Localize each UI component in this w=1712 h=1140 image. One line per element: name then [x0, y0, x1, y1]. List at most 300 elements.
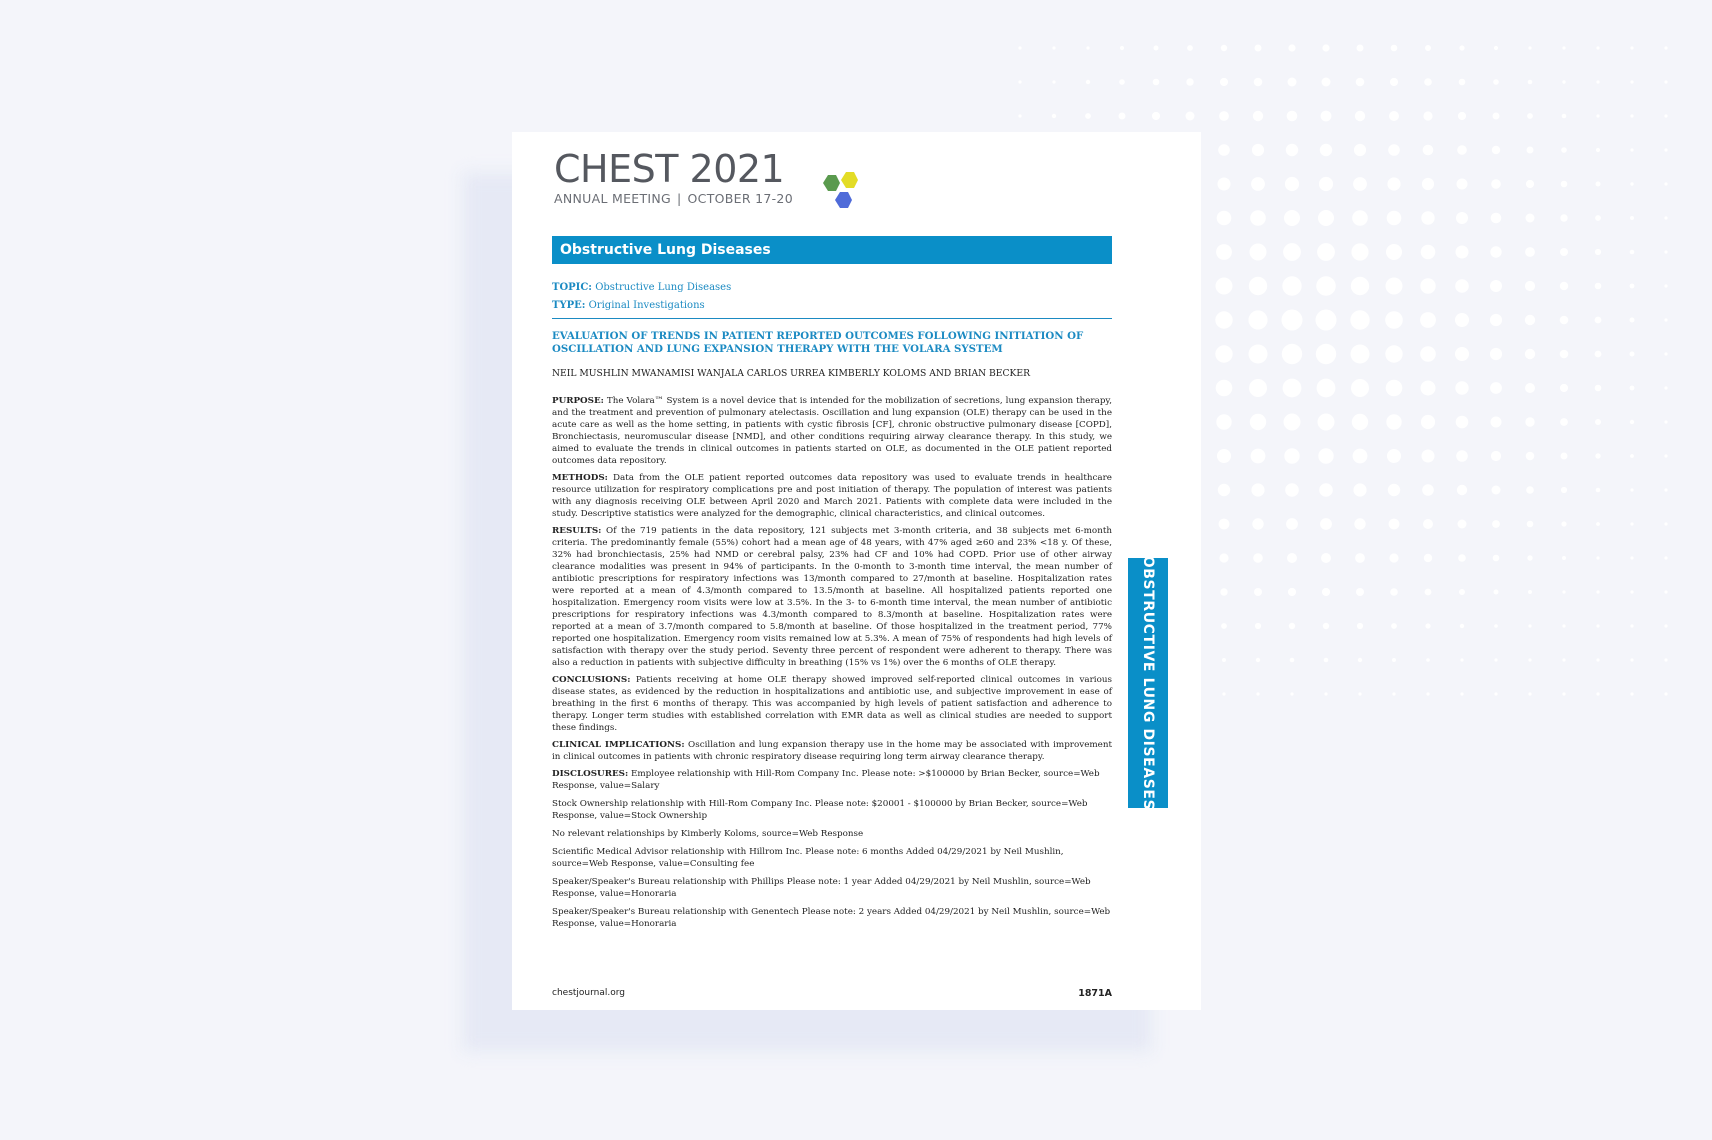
- clinical-implications-paragraph: [552, 739, 1112, 763]
- background-dot: [1321, 553, 1331, 563]
- background-dot: [1494, 658, 1497, 661]
- background-dot: [1596, 488, 1601, 493]
- section-label: CLINICAL IMPLICATIONS:: [552, 740, 685, 750]
- background-dot: [1287, 553, 1297, 563]
- background-dot: [1322, 588, 1330, 596]
- logo-subtitle-dates: OCTOBER 17-20: [687, 191, 793, 206]
- type-label: TYPE:: [552, 300, 586, 311]
- background-dot: [1421, 415, 1435, 429]
- background-dot: [1664, 556, 1667, 559]
- background-dot: [1222, 692, 1225, 695]
- background-dot: [1421, 381, 1436, 396]
- background-dot: [1286, 518, 1298, 530]
- logo-subtitle-meeting: ANNUAL MEETING: [554, 191, 672, 206]
- background-dot: [1255, 45, 1262, 52]
- background-dot: [1219, 553, 1228, 562]
- background-dot: [1321, 111, 1332, 122]
- logo-hexagon-yellow: [841, 172, 858, 188]
- background-dot: [1455, 347, 1469, 361]
- background-dot: [1630, 692, 1633, 695]
- background-dot: [1352, 414, 1368, 430]
- background-dot: [1425, 45, 1431, 51]
- background-dot: [1420, 346, 1436, 362]
- background-dot: [1560, 316, 1569, 325]
- section-text: The Volara™ System is a novel device that is intended for the mobilization of secretions, lung expansion therapy, and the treatment and prevention of pulmonary atelectasis. Oscillation and lung expansion (OLE) therapy can be used in the acute care as well as the home setting, in patients with cystic fibrosis [CF], chronic obstructive pulmonary disease [COPD], Bronchiectasis, neuromuscular disease [NMD], and other conditions requiring airway clearance therapy. In this study, we aimed to evaluate the trends in clinical outcomes in patients started on OLE, as documented in the OLE patient reported outcomes data repository.: [552, 396, 1112, 466]
- background-dot: [1287, 111, 1298, 122]
- background-dot: [1491, 451, 1501, 461]
- background-dot: [1251, 483, 1264, 496]
- background-dot: [1595, 351, 1602, 358]
- section-text: Data from the OLE patient reported outcomes data repository was used to evaluate trends in healthcare resource utilization for respiratory complications pre and post initiation of therapy. The population of interest was patients with any diagnosis receiving OLE between April 2020 and March 2021. Patients with complete data were included in the study. Descriptive statistics were analyzed for the demographic, clinical characteristics, and clinical outcomes.: [552, 473, 1112, 519]
- background-dot: [1459, 589, 1465, 595]
- background-dot: [1528, 590, 1532, 594]
- background-dot: [1285, 177, 1299, 191]
- background-dot: [1256, 658, 1260, 662]
- background-dot: [1525, 417, 1534, 426]
- background-dot: [1254, 78, 1263, 87]
- logo-title: CHEST 2021: [554, 147, 785, 191]
- background-dot: [1218, 484, 1230, 496]
- section-text: Of the 719 patients in the data repository, 121 subjects met 3-month criteria, and 38 subjects met 6-month criteria. The predominantly female (55%) cohort had a mean age of 48 years, with 47% aged ≥60 and 23% <18 y. Of these, 32% had bronchiectasis, 25% had NMD or cerebral palsy, 23% had CF and 10% had COPD. Prior use of other airway clearance modalities was present in 94% of participants. In the 0-month to 3-month time interval, the mean number of antibiotic prescriptions for respiratory infections was 13/month compared to 27/month at baseline. Hospitalization rates were reported at a mean of 4.3/month compared to 13.5/month at baseline. All hospitalized patients reported one hospitalization. Emergency room visits were low at 3.5%. In the 3- to 6-month time interval, the mean number of antibiotic prescriptions for respiratory infections was 4.3/month compared to 8.3/month at baseline. Hospitalization rates were reported at a mean of 3.7/month compared to 5.8/month at baseline. Of those hospitalized in the treatment period, 77% reported one hospitalization. Emergency room visits remained low at 5.3%. A mean of 75% of respondents had high levels of satisfaction with therapy over the study period. Seventy three percent of respondent were adherent to therapy. There was also a reduction in patients with subjective difficulty in breathing (15% vs 1%) over the 6 months of OLE therapy.: [552, 526, 1112, 668]
- section-label: CONCLUSIONS:: [552, 675, 631, 685]
- background-dot: [1456, 416, 1469, 429]
- background-dot: [1387, 449, 1401, 463]
- background-dot: [1285, 483, 1299, 497]
- background-dot: [1319, 483, 1333, 497]
- background-dot: [1215, 345, 1232, 362]
- background-dot: [1493, 113, 1500, 120]
- background-dot: [1562, 658, 1565, 661]
- disclosure-item: No relevant relationships by Kimberly Koloms, source=Web Response: [552, 829, 864, 839]
- background-dot: [1249, 345, 1268, 364]
- background-dot: [1595, 453, 1600, 458]
- background-dot: [1455, 279, 1469, 293]
- background-dot: [1562, 556, 1566, 560]
- background-dot: [1324, 692, 1327, 695]
- background-dot: [1288, 44, 1295, 51]
- background-dot: [1456, 212, 1468, 224]
- background-dot: [1253, 111, 1263, 121]
- logo-hexagons-icon: [820, 172, 870, 222]
- background-dot: [1317, 379, 1336, 398]
- background-dot: [1493, 555, 1500, 562]
- background-dot: [1252, 144, 1264, 156]
- background-dot: [1560, 248, 1568, 256]
- background-dot: [1018, 80, 1021, 83]
- footer-page-number: 1871A: [1078, 988, 1112, 999]
- background-dot: [1284, 448, 1299, 463]
- background-dot: [1289, 623, 1295, 629]
- background-dot: [1527, 147, 1534, 154]
- background-dot: [1457, 485, 1467, 495]
- background-dot: [1630, 216, 1634, 220]
- background-dot: [1354, 144, 1366, 156]
- background-dot: [1630, 46, 1633, 49]
- background-dot: [1664, 352, 1667, 355]
- section-text: Patients receiving at home OLE therapy showed improved self-reported clinical outcomes in various disease states, as evidenced by the reduction in hospitalizations and antibiotic use, and subjective improvement in ease of breathing in the first 6 months of therapy. This was accompanied by high levels of patient satisfaction and adherence to therapy. Longer term studies with established correlation with EMR data as well as clinical studies are needed to support these findings.: [552, 675, 1112, 733]
- background-dot: [1323, 623, 1329, 629]
- background-dot: [1526, 214, 1535, 223]
- background-dot: [1455, 313, 1469, 327]
- background-dot: [1562, 46, 1565, 49]
- background-dot: [1255, 623, 1261, 629]
- background-dot: [1664, 454, 1667, 457]
- background-dot: [1630, 318, 1635, 323]
- background-dot: [1460, 624, 1464, 628]
- background-dot: [1525, 349, 1535, 359]
- background-dot: [1456, 246, 1469, 259]
- section-text: Employee relationship with Hill-Rom Company Inc. Please note: >$100000 by Brian Becker, source=Web Response, value=Salary: [552, 769, 1100, 791]
- background-dot: [1525, 315, 1535, 325]
- background-dot: [1491, 179, 1501, 189]
- background-dot: [1322, 44, 1329, 51]
- background-dot: [1526, 486, 1534, 494]
- background-dot: [1219, 519, 1230, 530]
- background-dot: [1490, 382, 1502, 394]
- background-dot: [1460, 692, 1463, 695]
- background-dot: [1664, 80, 1667, 83]
- background-dot: [1052, 80, 1055, 83]
- background-dot: [1317, 243, 1335, 261]
- background-dot: [1630, 590, 1633, 593]
- side-section-tab: [1128, 555, 1168, 811]
- section-banner: Obstructive Lung Diseases: [552, 236, 1112, 264]
- background-dot: [1664, 250, 1667, 253]
- background-dot: [1492, 486, 1501, 495]
- document-page: [512, 132, 1201, 1010]
- background-dot: [1526, 452, 1535, 461]
- background-dot: [1664, 420, 1667, 423]
- background-dot: [1316, 344, 1336, 364]
- background-dot: [1596, 46, 1599, 49]
- disclosure-item: Stock Ownership relationship with Hill-Rom Company Inc. Please note: $20001 - $100000 by Brian Becker, source=Web Response, value=Stock Ownership: [552, 799, 1088, 821]
- background-dot: [1562, 80, 1565, 83]
- section-text: Oscillation and lung expansion therapy use in the home may be associated with improvement in clinical outcomes in patients with chronic respiratory disease requiring long term airway clearance therapy.: [552, 740, 1113, 762]
- background-dot: [1392, 658, 1396, 662]
- background-dot: [1596, 80, 1599, 83]
- background-dot: [1527, 521, 1534, 528]
- background-dot: [1357, 623, 1363, 629]
- background-dot: [1216, 414, 1231, 429]
- background-dot: [1664, 386, 1667, 389]
- background-dot: [1387, 177, 1400, 190]
- background-dot: [1422, 484, 1434, 496]
- background-dot: [1154, 46, 1159, 51]
- background-dot: [1630, 386, 1635, 391]
- background-dot: [1423, 519, 1433, 529]
- background-dot: [1353, 483, 1366, 496]
- background-dot: [1560, 384, 1568, 392]
- background-dot: [1316, 276, 1336, 296]
- background-dot: [1290, 658, 1295, 663]
- background-dot: [1217, 211, 1232, 226]
- background-dot: [1457, 179, 1468, 190]
- background-dot: [1220, 78, 1228, 86]
- background-dot: [1459, 79, 1466, 86]
- background-dot: [1052, 114, 1056, 118]
- background-dot: [1562, 624, 1565, 627]
- background-dot: [1494, 590, 1499, 595]
- background-dot: [1492, 520, 1500, 528]
- background-dot: [1562, 114, 1567, 119]
- background-dot: [1388, 484, 1400, 496]
- background-dot: [1215, 311, 1232, 328]
- background-dot: [1664, 182, 1667, 185]
- background-dot: [1630, 420, 1634, 424]
- methods-paragraph: [552, 472, 1112, 520]
- background-dot: [1561, 487, 1567, 493]
- background-dot: [1222, 658, 1226, 662]
- background-dot: [1086, 80, 1090, 84]
- background-dot: [1595, 385, 1602, 392]
- background-dot: [1251, 177, 1265, 191]
- background-dot: [1491, 213, 1502, 224]
- background-dot: [1595, 419, 1601, 425]
- background-dot: [1595, 283, 1602, 290]
- background-dot: [1595, 215, 1601, 221]
- background-dot: [1353, 177, 1367, 191]
- background-dot: [1358, 692, 1361, 695]
- background-dot: [1528, 80, 1533, 85]
- background-dot: [1630, 556, 1633, 559]
- section-label: DISCLOSURES:: [552, 769, 629, 779]
- background-dot: [1596, 692, 1599, 695]
- background-dot: [1527, 113, 1533, 119]
- background-dot: [1250, 210, 1266, 226]
- background-dot: [1527, 555, 1532, 560]
- background-dot: [1052, 46, 1055, 49]
- background-dot: [1526, 180, 1534, 188]
- background-dot: [1388, 144, 1400, 156]
- background-dot: [1425, 623, 1430, 628]
- background-dot: [1387, 211, 1402, 226]
- background-dot: [1249, 379, 1267, 397]
- background-dot: [1119, 79, 1125, 85]
- background-dot: [1492, 146, 1500, 154]
- background-dot: [1457, 145, 1467, 155]
- background-dot: [1525, 281, 1535, 291]
- background-dot: [1664, 114, 1667, 117]
- background-dot: [1290, 692, 1293, 695]
- background-dot: [1186, 112, 1195, 121]
- background-dot: [1460, 658, 1463, 661]
- background-dot: [1218, 144, 1230, 156]
- background-dot: [1251, 449, 1266, 464]
- background-dot: [1664, 624, 1667, 627]
- background-dot: [1561, 147, 1567, 153]
- background-dot: [1493, 79, 1499, 85]
- background-dot: [1320, 144, 1332, 156]
- background-dot: [1561, 453, 1568, 460]
- background-dot: [1351, 243, 1368, 260]
- background-dot: [1152, 112, 1160, 120]
- background-dot: [1420, 312, 1436, 328]
- background-dot: [1560, 418, 1568, 426]
- background-dot: [1120, 46, 1124, 50]
- meta-divider: [552, 318, 1112, 319]
- background-dot: [1316, 310, 1337, 331]
- background-dot: [1324, 658, 1329, 663]
- background-dot: [1319, 177, 1333, 191]
- purpose-paragraph: [552, 395, 1112, 467]
- background-dot: [1288, 78, 1297, 87]
- background-dot: [1390, 588, 1398, 596]
- background-dot: [1085, 113, 1091, 119]
- background-dot: [1561, 181, 1568, 188]
- background-dot: [1351, 379, 1369, 397]
- background-dot: [1490, 280, 1502, 292]
- background-dot: [1528, 624, 1531, 627]
- background-dot: [1596, 114, 1599, 117]
- background-dot: [1596, 590, 1599, 593]
- background-dot: [1458, 554, 1466, 562]
- background-dot: [1254, 588, 1262, 596]
- background-dot: [1389, 111, 1399, 121]
- background-dot: [1596, 624, 1599, 627]
- background-dot: [1252, 518, 1263, 529]
- background-dot: [1218, 178, 1231, 191]
- background-dot: [1562, 590, 1565, 593]
- background-dot: [1664, 488, 1667, 491]
- background-dot: [1318, 448, 1333, 463]
- background-dot: [1630, 522, 1633, 525]
- background-dot: [1249, 277, 1267, 295]
- background-dot: [1421, 211, 1434, 224]
- background-dot: [1421, 245, 1436, 260]
- background-dot: [1282, 276, 1301, 295]
- background-dot: [1356, 588, 1364, 596]
- background-dot: [1355, 111, 1365, 121]
- background-dot: [1358, 658, 1362, 662]
- background-dot: [1386, 380, 1403, 397]
- background-dot: [1288, 588, 1296, 596]
- background-dot: [1420, 278, 1435, 293]
- background-dot: [1355, 553, 1365, 563]
- background-dot: [1220, 588, 1227, 595]
- type-value: Original Investigations: [588, 300, 705, 311]
- background-dot: [1490, 246, 1501, 257]
- background-dot: [1283, 243, 1301, 261]
- background-dot: [1630, 284, 1635, 289]
- background-dot: [1664, 284, 1667, 287]
- background-dot: [1458, 520, 1467, 529]
- background-dot: [1664, 148, 1667, 151]
- background-dot: [1426, 692, 1429, 695]
- background-dot: [1119, 113, 1126, 120]
- background-dot: [1630, 658, 1633, 661]
- background-dot: [1351, 345, 1370, 364]
- disclosures-paragraph: [552, 768, 1112, 792]
- background-dot: [1630, 80, 1633, 83]
- background-dot: [1422, 178, 1434, 190]
- background-dot: [1216, 278, 1233, 295]
- article-title: EVALUATION OF TRENDS IN PATIENT REPORTED OUTCOMES FOLLOWING INITIATION OF OSCILLATION AND LUNG EXPANSION THERAPY WITH THE VOLARA SYSTEM: [552, 330, 1084, 355]
- section-label: RESULTS:: [552, 526, 602, 536]
- background-dot: [1630, 250, 1635, 255]
- background-dot: [1630, 488, 1633, 491]
- background-dot: [1354, 518, 1365, 529]
- side-section-tab-label: OBSTRUCTIVE LUNG DISEASES: [1140, 555, 1156, 811]
- background-dot: [1596, 522, 1600, 526]
- background-dot: [1491, 417, 1502, 428]
- background-dot: [1561, 521, 1566, 526]
- background-dot: [1282, 344, 1302, 364]
- background-dot: [1560, 350, 1569, 359]
- conclusions-paragraph: [552, 674, 1112, 734]
- background-dot: [1664, 692, 1667, 695]
- background-dot: [1664, 318, 1667, 321]
- topic-line: [552, 282, 731, 293]
- background-dot: [1392, 692, 1395, 695]
- background-dot: [1494, 624, 1498, 628]
- type-line: [552, 300, 705, 311]
- background-dot: [1153, 79, 1160, 86]
- background-dot: [1525, 383, 1535, 393]
- background-dot: [1490, 314, 1502, 326]
- background-dot: [1560, 282, 1568, 290]
- background-dot: [1390, 78, 1398, 86]
- background-dot: [1528, 46, 1531, 49]
- background-dot: [1490, 348, 1502, 360]
- background-dot: [1664, 46, 1667, 49]
- background-dot: [1216, 244, 1232, 260]
- background-dot: [1664, 590, 1667, 593]
- background-dot: [1458, 112, 1466, 120]
- background-dot: [1018, 114, 1021, 117]
- background-dot: [1386, 244, 1402, 260]
- article-authors: NEIL MUSHLIN MWANAMISI WANJALA CARLOS URREA KIMBERLY KOLOMS AND BRIAN BECKER: [552, 368, 1031, 379]
- background-dot: [1282, 310, 1303, 331]
- background-dot: [1422, 450, 1435, 463]
- background-dot: [1424, 78, 1432, 86]
- background-dot: [1216, 380, 1233, 397]
- background-dot: [1286, 144, 1298, 156]
- logo-subtitle-separator: |: [677, 191, 682, 206]
- background-dot: [1322, 78, 1331, 87]
- background-dot: [1596, 658, 1599, 661]
- background-dot: [1221, 623, 1227, 629]
- section-label: PURPOSE:: [552, 396, 604, 406]
- background-dot: [1256, 692, 1259, 695]
- background-dot: [1385, 311, 1403, 329]
- background-dot: [1320, 518, 1332, 530]
- background-dot: [1664, 522, 1667, 525]
- background-dot: [1253, 553, 1263, 563]
- topic-label: TOPIC:: [552, 282, 592, 293]
- background-dot: [1525, 247, 1535, 257]
- background-dot: [1664, 216, 1667, 219]
- background-dot: [1350, 310, 1369, 329]
- background-dot: [1391, 45, 1398, 52]
- results-paragraph: [552, 525, 1112, 669]
- background-dot: [1357, 45, 1364, 52]
- background-dot: [1389, 553, 1398, 562]
- background-dot: [1217, 449, 1231, 463]
- logo-subtitle: [554, 191, 793, 206]
- background-dot: [1528, 692, 1531, 695]
- background-dot: [1560, 214, 1567, 221]
- background-dot: [1562, 692, 1565, 695]
- background-dot: [1630, 624, 1633, 627]
- background-dot: [1353, 449, 1368, 464]
- background-dot: [1664, 658, 1667, 661]
- background-dot: [1391, 623, 1397, 629]
- background-dot: [1494, 692, 1497, 695]
- background-dot: [1494, 46, 1498, 50]
- background-dot: [1426, 658, 1430, 662]
- background-dot: [1630, 182, 1633, 185]
- background-dot: [1596, 182, 1601, 187]
